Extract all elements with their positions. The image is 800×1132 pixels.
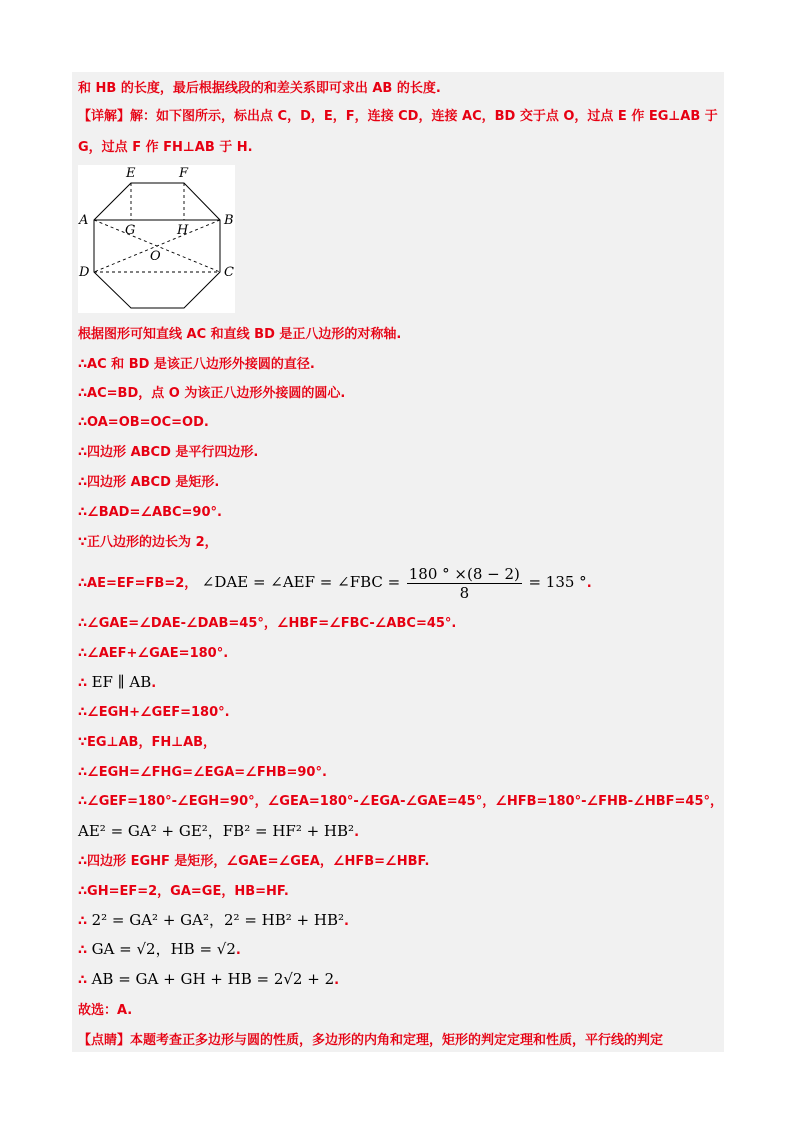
fraction-denominator: 8: [459, 584, 470, 602]
text-line: ∴∠AEF+∠GAE=180°.: [78, 646, 229, 661]
formula-line: [78, 822, 359, 842]
text-line: ∴OA=OB=OC=OD.: [78, 415, 209, 430]
text-line: 和 HB 的长度，最后根据线段的和差关系即可求出 AB 的长度.: [78, 81, 441, 96]
ab-result: AB = GA + GH + HB = 2√2 + 2: [91, 970, 335, 988]
text-line: 根据图形可知直线 AC 和直线 BD 是正八边形的对称轴.: [78, 327, 402, 342]
detail-heading-line: 【详解】解：如下图所示，标出点 C，D，E，F，连接 CD，连接 AC，BD 交于点 O，过点 E 作 EG⊥AB 于: [78, 109, 718, 124]
text-line: ∴∠EGH=∠FHG=∠EGA=∠FHB=90°.: [78, 765, 327, 780]
text-line: G，过点 F 作 FH⊥AB 于 H.: [78, 140, 253, 155]
formula-line: [78, 970, 339, 990]
period: .: [344, 914, 349, 929]
period: .: [354, 825, 360, 840]
label-a: A: [79, 213, 89, 228]
label-o: O: [150, 249, 161, 264]
text-line: ∴∠EGH+∠GEF=180°.: [78, 705, 230, 720]
octagon-outline: [94, 183, 220, 308]
formula-line: [78, 565, 592, 602]
therefore-symbol: ∴: [78, 676, 88, 691]
label-c: C: [224, 265, 234, 280]
comment-line: 【点睛】本题考查正多边形与圆的性质，多边形的内角和定理，矩形的判定定理和性质，平行线的判定: [78, 1033, 664, 1048]
octagon-figure: [78, 165, 235, 313]
parallel-statement: EF ∥ AB: [91, 673, 152, 691]
label-f: F: [179, 166, 189, 181]
text-line: ∴AC=BD，点 O 为该正八边形外接圆的圆心.: [78, 386, 346, 401]
label-g: G: [125, 223, 136, 238]
therefore-symbol: ∴: [78, 973, 88, 988]
text-line: ∴∠GEF=180°-∠EGH=90°，∠GEA=180°-∠EGA-∠GAE=45°，∠HFB=180°-∠FHB-∠HBF=45°，: [78, 794, 723, 809]
text-prefix: ∴AE=EF=FB=2，: [78, 576, 198, 591]
text-line: ∴∠GAE=∠DAE-∠DAB=45°，∠HBF=∠FBC-∠ABC=45°.: [78, 616, 457, 631]
octagon-diagram: [78, 165, 235, 313]
pythagorean-equations: AE² = GA² + GE²，FB² = HF² + HB²: [78, 822, 355, 840]
therefore-symbol: ∴: [78, 943, 88, 958]
text-line: ∴四边形 EGHF 是矩形，∠GAE=∠GEA，∠HFB=∠HBF.: [78, 854, 430, 869]
text-line: ∴AC 和 BD 是该正八边形外接圆的直径.: [78, 357, 315, 372]
period: .: [334, 973, 340, 988]
therefore-symbol: ∴: [78, 914, 88, 929]
fraction-numerator: 180 ° ×(8 − 2): [408, 565, 520, 583]
text-line: ∴∠BAD=∠ABC=90°.: [78, 505, 222, 520]
label-b: B: [224, 213, 234, 228]
text-line: ∴四边形 ABCD 是矩形.: [78, 475, 220, 490]
label-e: E: [126, 166, 136, 181]
label-h: H: [177, 223, 189, 238]
period: .: [151, 676, 157, 691]
root-values: GA = √2，HB = √2: [91, 940, 236, 958]
angle-equation: ∠DAE = ∠AEF = ∠FBC =: [201, 573, 401, 591]
text-line: ∵正八边形的边长为 2，: [78, 535, 218, 550]
answer-choice: 故选：A.: [78, 1003, 133, 1018]
period: .: [235, 943, 241, 958]
square-equations: 2² = GA² + GA²，2² = HB² + HB²: [91, 911, 345, 929]
label-d: D: [79, 265, 90, 280]
fraction: [407, 565, 522, 602]
formula-line: [78, 673, 156, 693]
formula-line: [78, 940, 241, 960]
angle-result: = 135 °: [528, 573, 587, 591]
text-line: ∴四边形 ABCD 是平行四边形.: [78, 445, 259, 460]
period: .: [586, 576, 592, 591]
text-line: ∵EG⊥AB，FH⊥AB，: [78, 735, 217, 750]
text-line: ∴GH=EF=2，GA=GE，HB=HF.: [78, 884, 289, 899]
formula-line: [78, 911, 349, 931]
